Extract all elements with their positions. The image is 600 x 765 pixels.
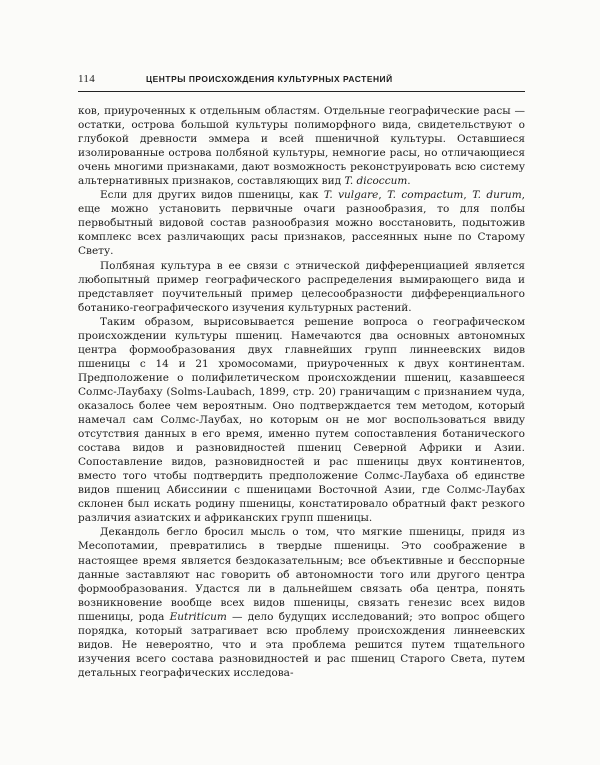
text-run: Полбяная культура в ее связи с этнической дифференциацией является любопытный пример географического распределения вымирающего вида и представляет поучительный пример целесообразности дифференциального ботанико-географического изучения культурных растений. — [78, 259, 525, 314]
running-header — [78, 71, 525, 87]
species-name: T. dicoccum — [344, 175, 408, 188]
header-rule — [78, 91, 525, 92]
text-run: Если для других видов пшеницы, как — [100, 189, 324, 202]
paragraph — [78, 188, 525, 258]
text-run: — дело будущих исследований; это вопрос общего порядка, который затрагивает всю проблему происхождения линнеевских видов. Не невероятно, что и эта проблема решится путем тщательного изучения всего состава разновидностей и рас пшениц Старого Света, путем детальных географических исследова- — [78, 610, 525, 679]
text-run: , — [463, 189, 473, 202]
paragraph — [78, 104, 525, 188]
text-run: ков, приуроченных к отдельным областям. Отдельные географические расы — остатки, острова большой культуры полиморфного вида, свидетельствуют о глубокой древности эммера и всей пшеничной культуры. Оставшиеся изолированные острова полбяной культуры, немногие расы, но отличающиеся очень многими признаками, дают возможность реконструировать всю систему альтернативных признаков, составляющих вид — [78, 105, 525, 188]
text-run: , — [378, 189, 388, 202]
species-name: T. vulgare — [323, 189, 379, 202]
paragraph — [78, 525, 525, 680]
body-text — [78, 104, 525, 680]
species-name: T. durum — [472, 189, 522, 202]
paragraph — [78, 315, 525, 526]
species-name: T. compactum — [387, 189, 464, 202]
running-title: ЦЕНТРЫ ПРОИСХОЖДЕНИЯ КУЛЬТУРНЫХ РАСТЕНИЙ — [146, 74, 393, 84]
text-run: . — [407, 175, 411, 188]
page-number: 114 — [78, 73, 95, 85]
text-run: Декандоль бегло бросил мысль о том, что мягкие пшеницы, придя из Месопотамии, превратились в твердые пшеницы. Это соображение в настоящее время является бездоказательным; все объективные и бесспорные данные заставляют нас говорить об автономности того или другого центра формообразования. Удастся ли в дальнейшем связать оба центра, понять возникновение вообще всех видов пшеницы, связать генезис всех видов пшеницы, рода — [78, 526, 525, 623]
paragraph — [78, 259, 525, 315]
species-name: Eutriticum — [169, 610, 227, 623]
text-run: , еще можно установить первичные очаги разнообразия, то для полбы первобытный видовой состав разнообразия можно восстановить, подытожив комплекс всех различающих расы признаков, рассеянных ныне по Старому Свету. — [78, 189, 525, 258]
text-run: Таким образом, вырисовывается решение вопроса о географическом происхождении культуры пшениц. Намечаются два основных автономных центра формообразования двух главнейших групп линнеевских видов пшеницы с 14 и 21 хромосомами, приуроченных к двух континентам. Предположение о полифилетическом происхождении пшениц, казавшееся Солмс-Лаубаху (Solms-Laubach, 1899, стр. 20) граничащим с признанием чуда, оказалось более чем вероятным. Оно подтверждается тем методом, который намечал сам Солмс-Лаубах, но которым он не мог воспользоваться ввиду отсутствия данных в его время, именно путем сопоставления ботанического состава видов и разновидностей пшениц Северной Африки и Азии. Сопоставление видов, разновидностей и рас пшеницы двух континентов, вместо того чтобы подтвердить предположение Солмс-Лаубаха об единстве видов пшениц Абиссинии с пшеницами Восточной Азии, где Солмс-Лаубах склонен был искать родину пшеницы, констатировало обратный факт резкого различия азиатских и африканских групп пшеницы. — [78, 315, 525, 525]
